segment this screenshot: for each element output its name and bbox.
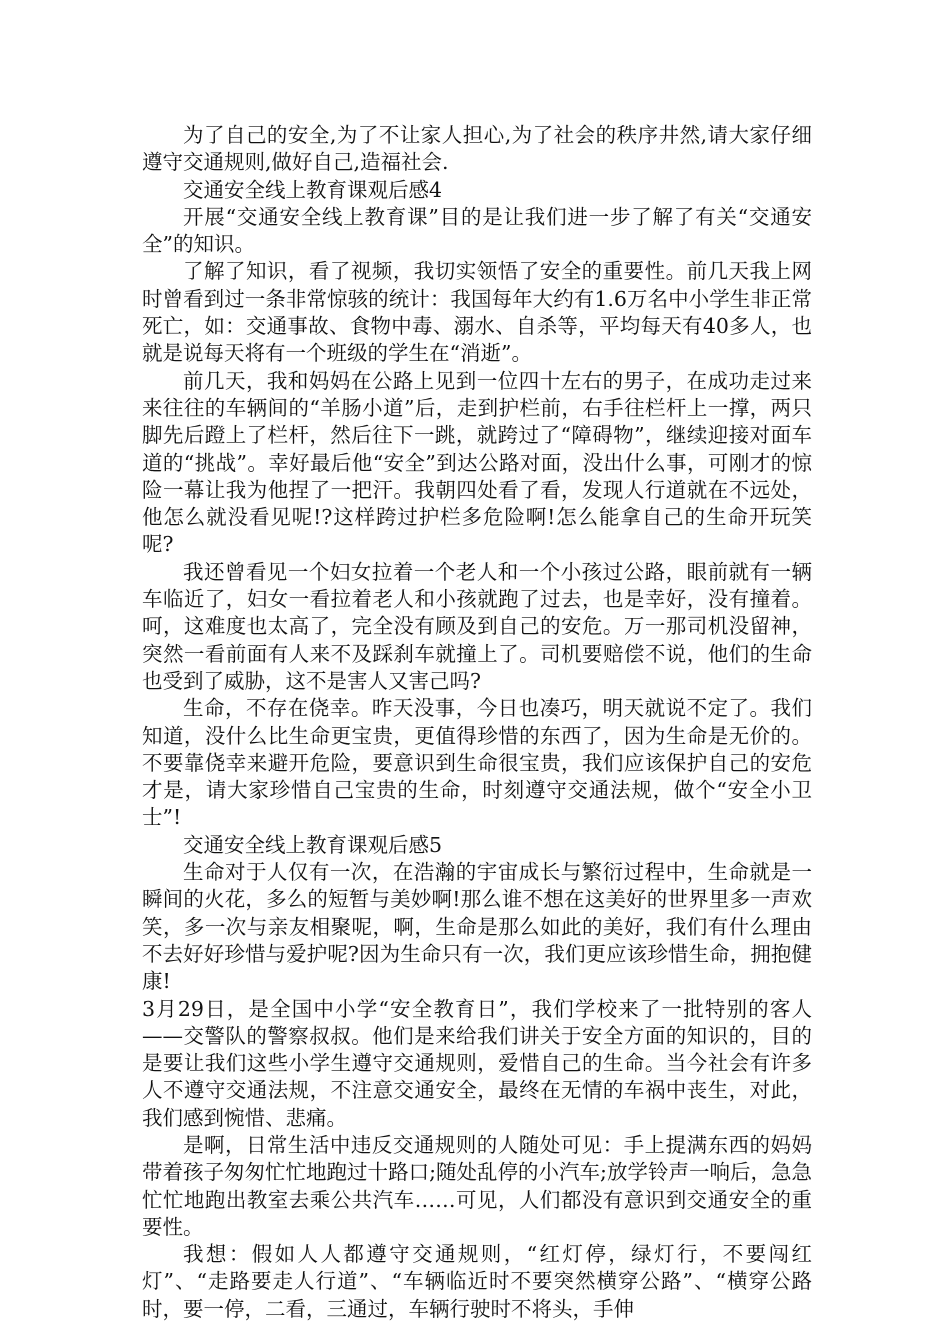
paragraph: 我还曾看见一个妇女拉着一个老人和一个小孩过公路，眼前就有一辆车临近了，妇女一看拉着老人和小孩就跑了过去，也是幸好，没有撞着。呵，这难度也太高了，完全没有顾及到自己的安危。万一那司机没留神，突然一看前面有人来不及踩刹车就撞上了。司机要赔偿不说，他们的生命也受到了威胁，这不是害人又害己吗? [142, 559, 812, 693]
paragraph: 我想：假如人人都遵守交通规则，“红灯停，绿灯行，不要闯红灯”、“走路要走人行道”、“车辆临近时不要突然横穿公路”、“横穿公路时，要一停，二看，三通过，车辆行驶时不将头，手伸 [142, 1242, 812, 1321]
paragraph: 前几天，我和妈妈在公路上见到一位四十左右的男子，在成功走过来来往往的车辆间的“羊肠小道”后，走到护栏前，右手往栏杆上一撑，两只脚先后蹬上了栏杆，然后往下一跳，就跨过了“障碍物”，继续迎接对面车道的“挑战”。幸好最后他“安全”到达公路对面，没出什么事，可刚才的惊险一幕让我为他捏了一把汗。我朝四处看了看，发现人行道就在不远处，他怎么就没看见呢!?这样跨过护栏多危险啊!怎么能拿自己的生命开玩笑呢? [142, 368, 812, 557]
paragraph: 为了自己的安全,为了不让家人担心,为了社会的秩序井然,请大家仔细遵守交通规则,做好自己,造福社会. [142, 123, 812, 175]
paragraph: 生命对于人仅有一次，在浩瀚的宇宙成长与繁衍过程中，生命就是一瞬间的火花，多么的短暂与美妙啊!那么谁不想在这美好的世界里多一声欢笑，多一次与亲友相聚呢，啊，生命是那么如此的美好，我们有什么理由不去好好珍惜与爱护呢?因为生命只有一次，我们更应该珍惜生命，拥抱健康! [142, 860, 812, 994]
paragraph: 是啊，日常生活中违反交通规则的人随处可见：手上提满东西的妈妈带着孩子匆匆忙忙地跑过十路口;随处乱停的小汽车;放学铃声一响后，急急忙忙地跑出教室去乘公共汽车……可见，人们都没有意识到交通安全的重要性。 [142, 1132, 812, 1239]
paragraph: 了解了知识，看了视频，我切实领悟了安全的重要性。前几天我上网时曾看到过一条非常惊骇的统计：我国每年大约有1.6万名中小学生非正常死亡，如：交通事故、食物中毒、溺水、自杀等，平均每天有40多人，也就是说每天将有一个班级的学生在“消逝”。 [142, 259, 812, 366]
paragraph: 3月29日，是全国中小学“安全教育日”，我们学校来了一批特别的客人——交警队的警察叔叔。他们是来给我们讲关于安全方面的知识的，目的是要让我们这些小学生遵守交通规则，爱惜自己的生命。当今社会有许多人不遵守交通法规，不注意交通安全，最终在无情的车祸中丧生，对此，我们感到惋惜、悲痛。 [142, 996, 812, 1130]
document-page [142, 122, 812, 1323]
section-heading: 交通安全线上教育课观后感4 [183, 177, 443, 202]
paragraph: 开展“交通安全线上教育课”目的是让我们进一步了解了有关“交通安全”的知识。 [142, 204, 812, 257]
section-heading: 交通安全线上教育课观后感5 [183, 832, 443, 857]
paragraph: 生命，不存在侥幸。昨天没事，今日也凑巧，明天就说不定了。我们知道，没什么比生命更宝贵，更值得珍惜的东西了，因为生命是无价的。不要靠侥幸来避开危险，要意识到生命很宝贵，我们应该保护自己的安危才是，请大家珍惜自己宝贵的生命，时刻遵守交通法规，做个“安全小卫士”! [142, 696, 812, 830]
